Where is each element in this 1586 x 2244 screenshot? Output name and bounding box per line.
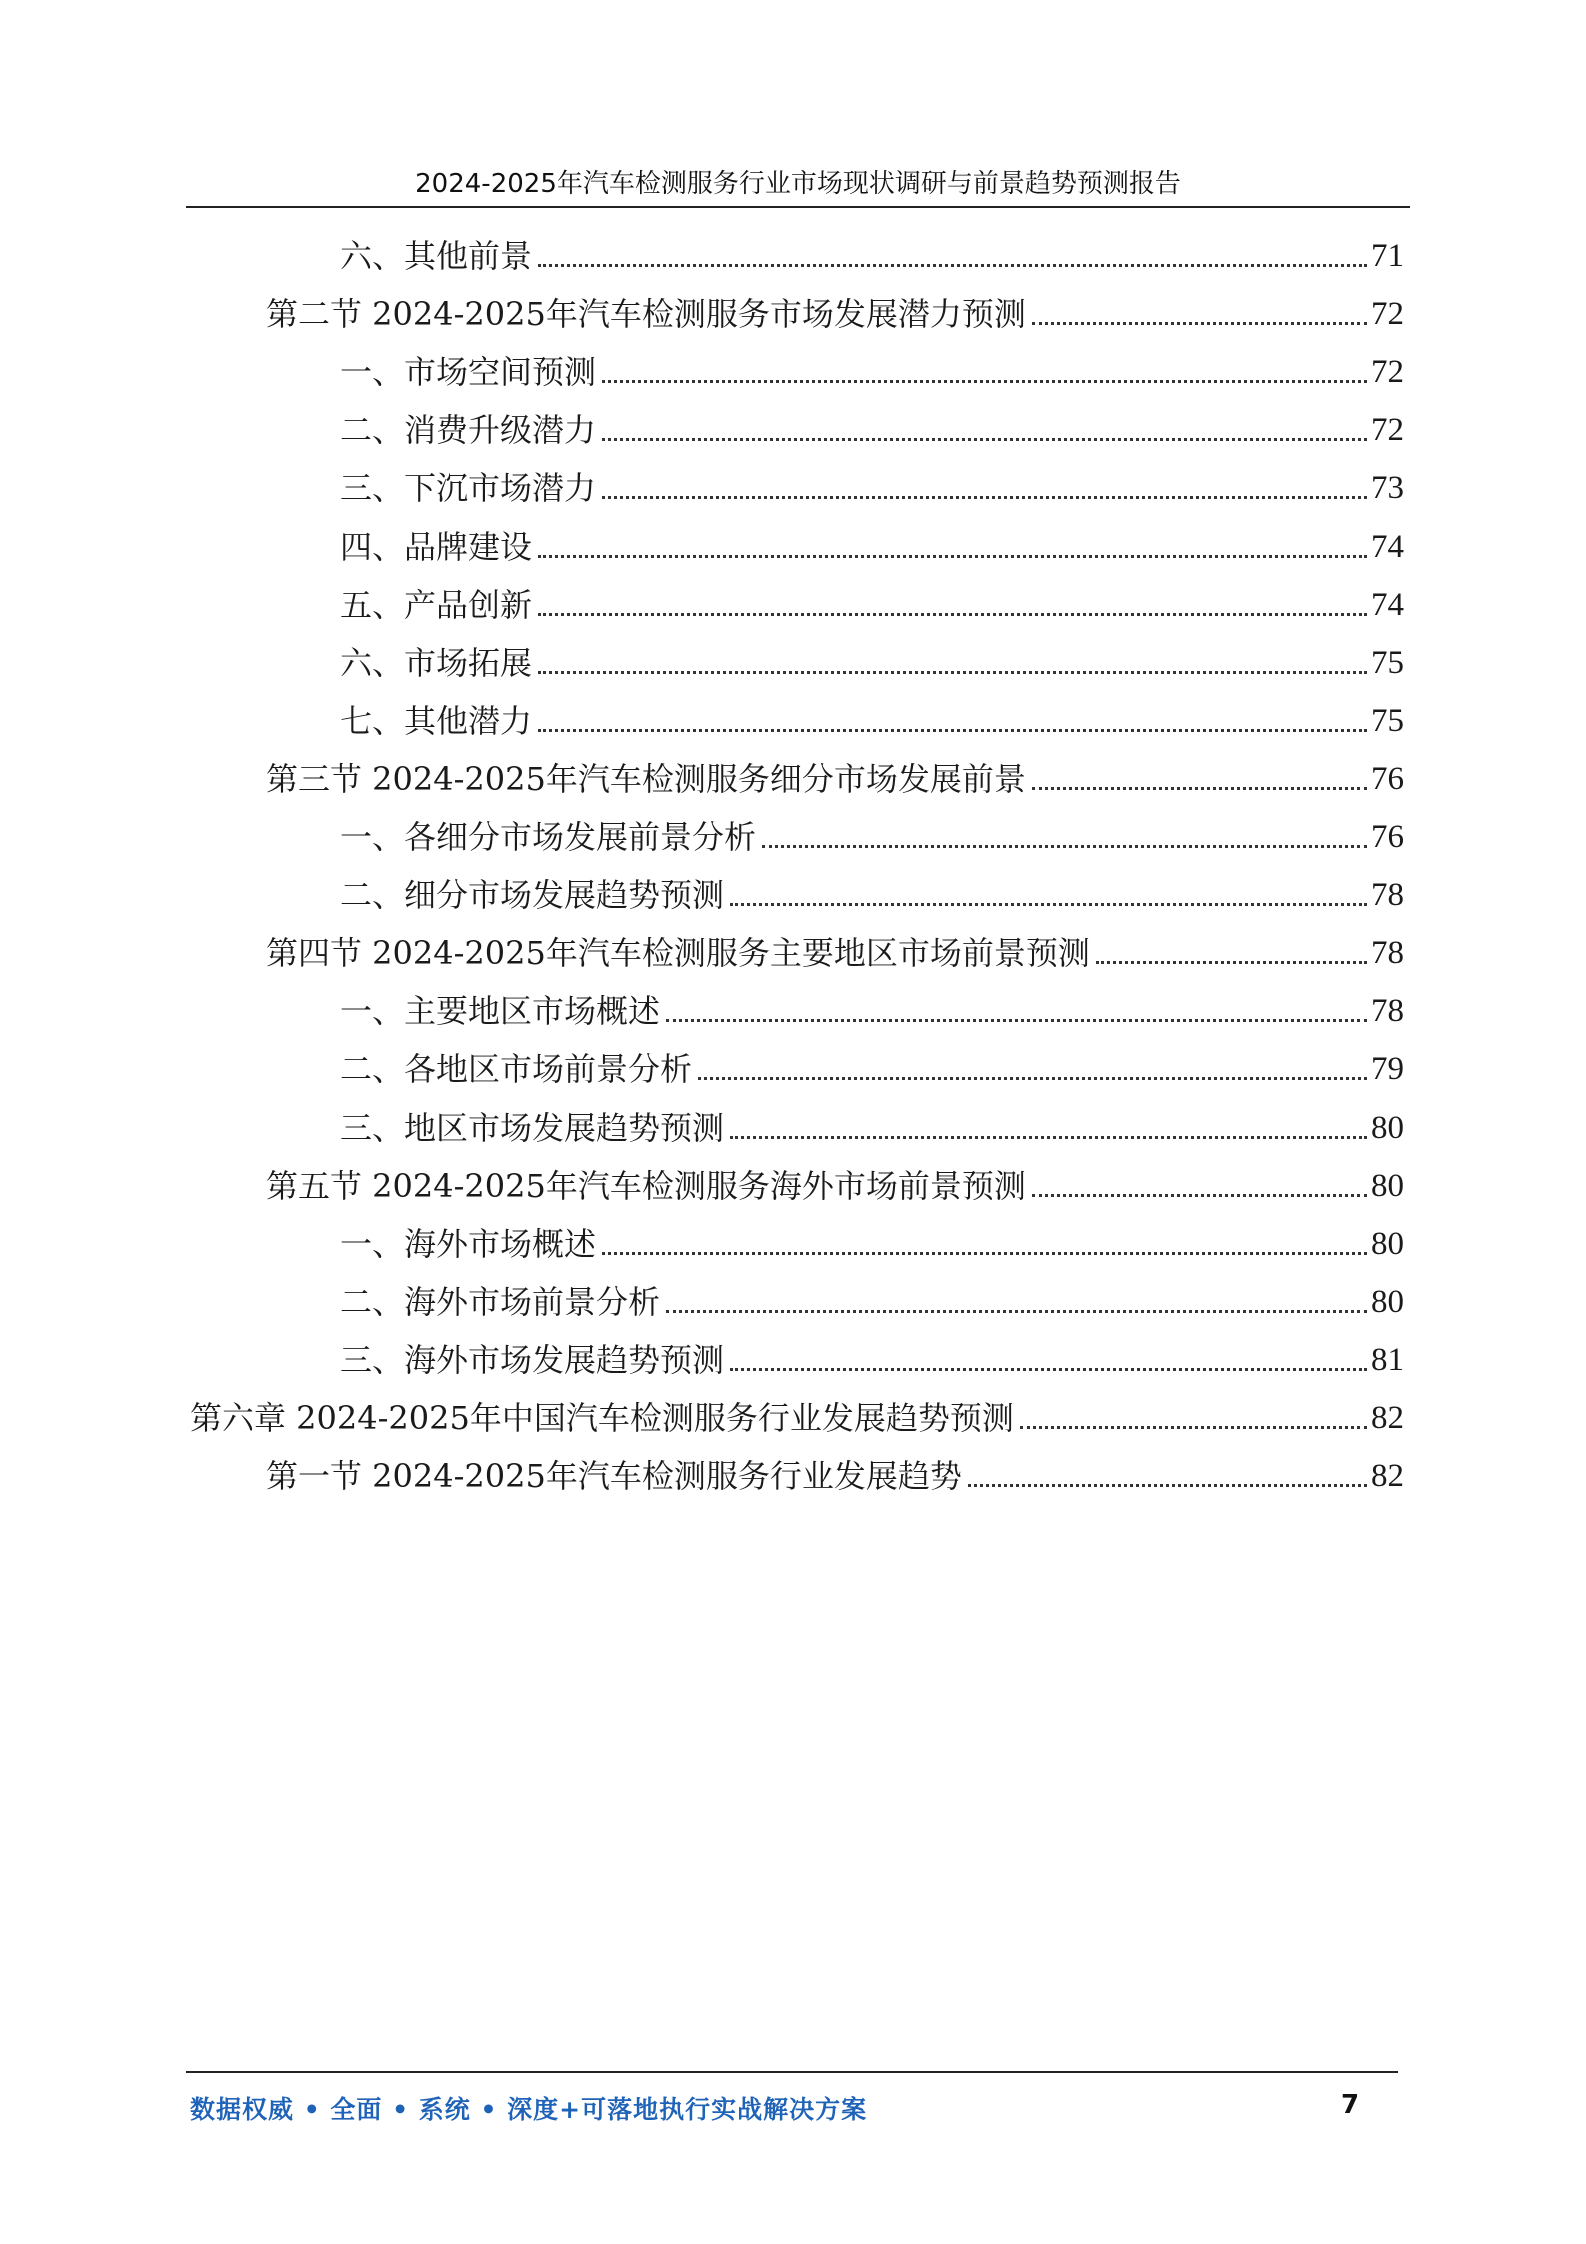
toc-entry-label: 二、消费升级潜力 <box>340 411 597 450</box>
toc-entry[interactable] <box>266 278 1404 334</box>
toc-entry[interactable] <box>340 627 1404 683</box>
toc-entry-label: 第二节 2024-2025年汽车检测服务市场发展潜力预测 <box>266 295 1026 334</box>
toc-entry-page: 80 <box>1371 1283 1404 1320</box>
toc-dot-leader <box>538 613 1367 616</box>
toc-entry-label: 第一节 2024-2025年汽车检测服务行业发展趋势 <box>266 1457 962 1496</box>
toc-dot-leader <box>762 845 1367 848</box>
footer-divider <box>186 2071 1398 2073</box>
toc-entry-page: 81 <box>1371 1341 1404 1378</box>
toc-entry-label: 第五节 2024-2025年汽车检测服务海外市场前景预测 <box>266 1166 1026 1205</box>
toc-entry-page: 76 <box>1371 819 1404 855</box>
toc-dot-leader <box>602 496 1367 499</box>
toc-entry-page: 82 <box>1371 1458 1404 1495</box>
toc-entry[interactable] <box>340 685 1404 741</box>
toc-dot-leader <box>1020 1426 1367 1429</box>
toc-dot-leader <box>968 1484 1367 1487</box>
toc-entry[interactable] <box>340 511 1404 567</box>
toc-entry-label: 一、主要地区市场概述 <box>340 992 661 1031</box>
toc-dot-leader <box>1032 787 1367 790</box>
toc-entry-label: 二、海外市场前景分析 <box>340 1282 661 1321</box>
toc-entry-label: 六、市场拓展 <box>340 643 533 682</box>
page-header-title: 2024-2025年汽车检测服务行业市场现状调研与前景趋势预测报告 <box>415 169 1181 199</box>
toc-dot-leader <box>538 264 1367 267</box>
toc-entry-page: 71 <box>1371 238 1404 274</box>
toc-entry[interactable] <box>340 336 1404 392</box>
footer-slogan: 数据权威 • 全面 • 系统 • 深度+可落地执行实战解决方案 <box>190 2095 868 2124</box>
toc-entry[interactable] <box>266 743 1404 799</box>
toc-entry-label: 四、品牌建设 <box>340 527 533 566</box>
toc-dot-leader <box>538 729 1367 732</box>
footer-page-number: 7 <box>1340 2090 1360 2120</box>
toc-entry-page: 78 <box>1371 993 1404 1030</box>
toc-entry[interactable] <box>340 1092 1404 1148</box>
toc-dot-leader <box>538 555 1367 558</box>
toc-dot-leader <box>1032 322 1367 325</box>
toc-entry[interactable] <box>340 220 1404 276</box>
toc-entry-label: 第三节 2024-2025年汽车检测服务细分市场发展前景 <box>266 759 1026 798</box>
toc-entry-page: 80 <box>1371 1109 1404 1146</box>
toc-entry-page: 82 <box>1371 1400 1404 1436</box>
toc-entry[interactable] <box>340 1033 1404 1089</box>
toc-entry-page: 78 <box>1371 935 1404 972</box>
toc-entry-page: 72 <box>1371 296 1404 333</box>
toc-dot-leader <box>730 1368 1367 1371</box>
toc-entry-page: 73 <box>1371 470 1404 507</box>
toc-entry-label: 三、下沉市场潜力 <box>340 469 597 508</box>
toc-dot-leader <box>538 671 1367 674</box>
toc-dot-leader <box>666 1310 1367 1313</box>
toc-entry-label: 一、海外市场概述 <box>340 1224 597 1263</box>
toc-entry[interactable] <box>340 569 1404 625</box>
toc-entry[interactable] <box>340 394 1404 450</box>
toc-dot-leader <box>602 438 1367 441</box>
toc-entry-page: 78 <box>1371 877 1404 914</box>
toc-entry[interactable] <box>190 1382 1404 1438</box>
toc-entry-label: 一、各细分市场发展前景分析 <box>340 818 757 856</box>
toc-entry[interactable] <box>266 917 1404 973</box>
toc-entry-page: 75 <box>1371 644 1404 681</box>
toc-entry-label: 五、产品创新 <box>340 585 533 624</box>
toc-dot-leader <box>602 380 1367 383</box>
toc-entry-page: 74 <box>1371 586 1404 623</box>
toc-entry[interactable] <box>340 1208 1404 1264</box>
toc-dot-leader <box>730 903 1367 906</box>
toc-entry-page: 75 <box>1371 702 1404 739</box>
toc-entry-page: 80 <box>1371 1225 1404 1262</box>
toc-entry[interactable] <box>340 801 1404 857</box>
toc-dot-leader <box>1096 961 1367 964</box>
toc-dot-leader <box>730 1136 1367 1139</box>
toc-entry-page: 79 <box>1371 1051 1404 1088</box>
toc-dot-leader <box>698 1077 1367 1080</box>
toc-entry[interactable] <box>340 1324 1404 1380</box>
toc-entry-label: 第四节 2024-2025年汽车检测服务主要地区市场前景预测 <box>266 934 1090 973</box>
toc-entry[interactable] <box>266 1150 1404 1206</box>
toc-entry-label: 二、细分市场发展趋势预测 <box>340 876 725 915</box>
toc-dot-leader <box>1032 1194 1367 1197</box>
toc-entry-label: 三、海外市场发展趋势预测 <box>340 1340 725 1379</box>
toc-entry-page: 72 <box>1371 354 1404 391</box>
toc-entry-label: 二、各地区市场前景分析 <box>340 1050 693 1089</box>
toc-entry-page: 76 <box>1371 760 1404 797</box>
toc-entry[interactable] <box>340 859 1404 915</box>
toc-entry-page: 74 <box>1371 528 1404 565</box>
toc-entry-label: 三、地区市场发展趋势预测 <box>340 1108 725 1147</box>
toc-entry[interactable] <box>340 452 1404 508</box>
toc-entry-page: 80 <box>1371 1167 1404 1204</box>
toc-dot-leader <box>666 1019 1367 1022</box>
toc-entry[interactable] <box>340 1266 1404 1322</box>
toc-entry[interactable] <box>340 975 1404 1031</box>
toc-entry[interactable] <box>266 1440 1404 1496</box>
toc-entry-label: 七、其他潜力 <box>340 701 533 740</box>
toc-entry-label: 一、市场空间预测 <box>340 353 597 392</box>
toc-entry-label: 第六章 2024-2025年中国汽车检测服务行业发展趋势预测 <box>190 1399 1014 1437</box>
toc-entry-page: 72 <box>1371 412 1404 449</box>
toc-dot-leader <box>602 1252 1367 1255</box>
toc-entry-label: 六、其他前景 <box>340 237 533 275</box>
